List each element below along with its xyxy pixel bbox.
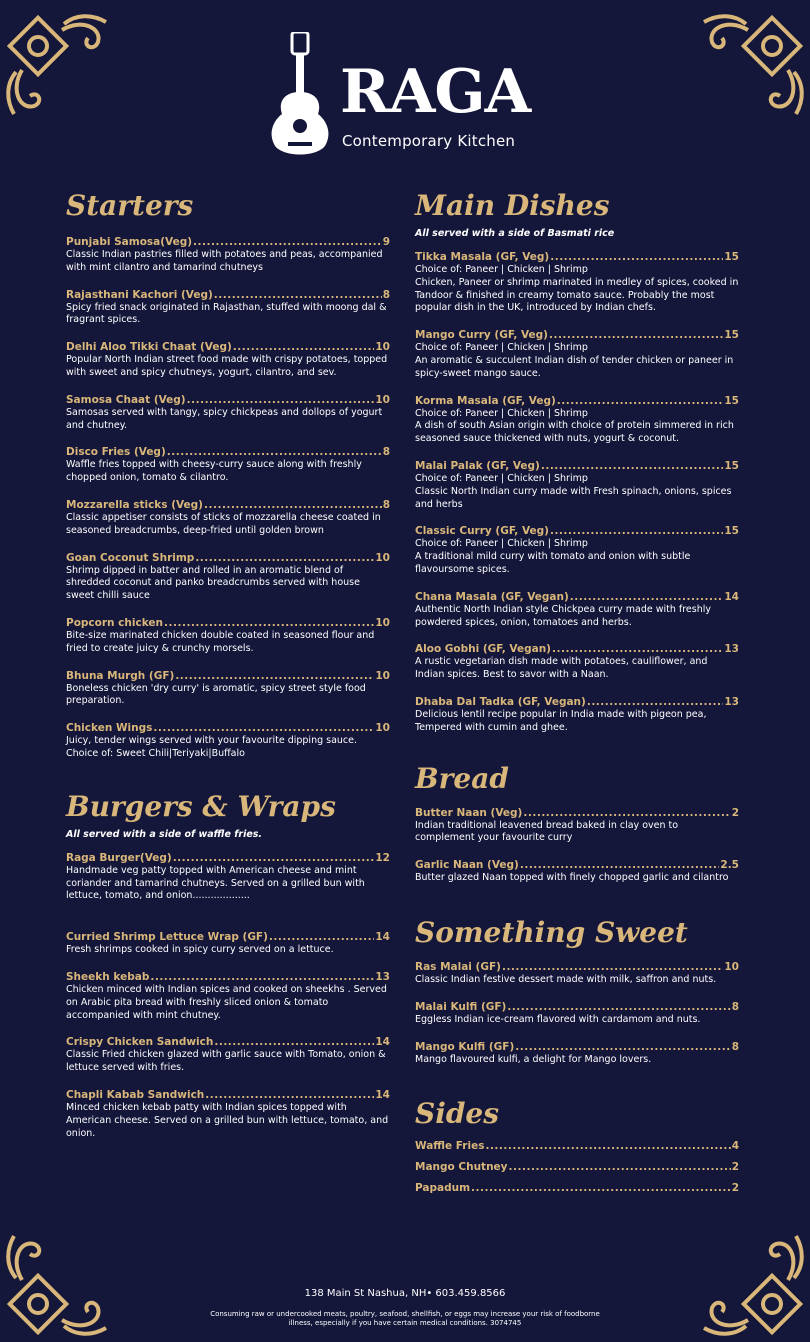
item-price: 8 [731, 1040, 739, 1053]
menu-item [415, 696, 739, 735]
ornament-icon [2, 10, 112, 120]
item-price: 2.5 [720, 859, 739, 872]
item-price: 15 [724, 251, 739, 263]
item-price: 14 [375, 931, 390, 944]
menu-item [66, 394, 390, 433]
item-price: 14 [375, 1088, 390, 1101]
item-desc: Indian traditional leavened bread baked in clay oven to complement your favourite curry [415, 819, 679, 844]
item-price: 15 [724, 525, 739, 538]
item-desc: An aromatic & succulent Indian dish of tender chicken or paneer in spicy-sweet mango sauce. [415, 354, 734, 379]
item-name: Delhi Aloo Tikki Chaat (Veg) [66, 341, 232, 354]
section-note-burgers: All served with a side of waffle fries. [66, 828, 263, 840]
item-name: Waffle Fries [415, 1140, 485, 1153]
menu-item [415, 395, 739, 446]
menu-item [415, 1161, 739, 1174]
menu-item [66, 341, 390, 380]
item-price: 8 [382, 288, 390, 301]
menu-item [415, 807, 739, 846]
item-price: 10 [724, 960, 739, 973]
menu-item [66, 670, 390, 709]
item-name: Mango Chutney [415, 1161, 508, 1174]
item-name: Classic Curry (GF, Veg) [415, 525, 549, 538]
item-desc: Spicy fried snack originated in Rajasthan, stuffed with moong dal & fragrant spices. [66, 301, 387, 326]
item-price: 10 [375, 341, 390, 354]
item-name: Rajasthani Kachori (Veg) [66, 288, 213, 301]
item-choice: Choice of: Sweet Chili|Teriyaki|Buffalo [66, 747, 245, 759]
item-price: 10 [375, 722, 390, 735]
menu-item [415, 460, 739, 511]
menu-item [66, 499, 390, 538]
item-name: Punjabi Samosa(Veg) [66, 236, 193, 248]
item-desc: Classic Fried chicken glazed with garlic sauce with Tomato, onion & lettuce served with fries. [66, 1049, 386, 1074]
item-price: 8 [731, 1000, 739, 1013]
brand-name: RAGA [340, 57, 531, 127]
item-name: Mango Kulfi (GF) [415, 1040, 515, 1053]
item-price: 9 [382, 236, 390, 248]
corner-ornament-bottom-right [698, 1230, 808, 1340]
menu-item [66, 446, 390, 485]
item-desc: Classic Indian festive dessert made with milk, saffron and nuts. [415, 973, 717, 985]
item-name: Ras Malai (GF) [415, 960, 501, 973]
ornament-icon [698, 10, 808, 120]
menu-item [415, 251, 739, 315]
corner-ornament-top-left [2, 10, 112, 120]
ornament-icon [698, 1230, 808, 1340]
menu-item [66, 1089, 390, 1140]
section-title-main: Main Dishes [415, 189, 610, 222]
item-desc: Boneless chicken 'dry curry' is aromatic, spicy street style food preparation. [66, 682, 366, 707]
menu-item [415, 643, 739, 682]
menu-item [415, 961, 739, 987]
menu-item [415, 591, 739, 630]
item-desc: A traditional mild curry with tomato and onion with subtle flavoursome spices. [415, 551, 691, 575]
item-name: Malai Palak (GF, Veg) [415, 459, 540, 472]
item-choice: Choice of: Paneer | Chicken | Shrimp [415, 342, 588, 354]
item-price: 14 [724, 590, 739, 603]
item-name: Raga Burger(Veg) [66, 851, 172, 864]
item-desc: Chicken, Paneer or shrimp marinated in medley of spices, cooked in Tandoor & finished in creamy tomato sauce. Probably the most popular dish in the UK, introduced by Indian chefs. [415, 276, 739, 314]
menu-item [66, 971, 390, 1022]
item-price: 2 [731, 1182, 739, 1195]
item-price: 8 [382, 446, 390, 459]
item-name: Chana Masala (GF, Vegan) [415, 590, 569, 603]
menu-item [66, 931, 390, 957]
item-name: Disco Fries (Veg) [66, 446, 166, 459]
item-price: 2 [731, 806, 739, 819]
item-choice: Choice of: Paneer | Chicken | Shrimp [415, 472, 588, 484]
item-price: 4 [731, 1140, 739, 1153]
item-name: Sheekh kebab [66, 970, 150, 983]
item-name: Aloo Gobhi (GF, Vegan) [415, 643, 551, 656]
item-name: Chapli Kabab Sandwich [66, 1088, 205, 1101]
brand-tagline: Contemporary Kitchen [342, 132, 516, 150]
menu-item [415, 859, 739, 885]
section-title-bread: Bread [415, 761, 509, 795]
item-desc: Popular North Indian street food made with crispy potatoes, topped with sweet and spicy chutneys, yogurt, cilantro, and sev. [66, 354, 388, 378]
menu-item [66, 236, 390, 275]
menu-item [415, 1001, 739, 1027]
item-desc: Waffle fries topped with cheesy-curry sauce along with freshly chopped onion, tomato & cilantro. [66, 459, 362, 484]
item-price: 10 [375, 669, 390, 682]
menu-item [415, 525, 739, 576]
item-name: Garlic Naan (Veg) [415, 859, 519, 872]
item-desc: Classic North Indian curry made with Fresh spinach, onions, spices and herbs [415, 485, 732, 510]
menu-item [66, 552, 390, 603]
section-title-burgers: Burgers & Wraps [66, 789, 336, 823]
item-desc: Bite-size marinated chicken double coated in seasoned flour and fried to create juicy & crunchy morsels. [66, 629, 375, 654]
item-name: Mango Curry (GF, Veg) [415, 329, 548, 342]
item-desc: Shrimp dipped in batter and rolled in an aromatic blend of shredded coconut and panko breadcrumbs served with house sweet chilli sauce [66, 564, 360, 602]
brand-logo [268, 32, 548, 160]
item-name: Chicken Wings [66, 722, 153, 735]
left-column [66, 188, 390, 1154]
item-desc: Samosas served with tangy, spicy chickpeas and dollops of yogurt and chutney. [66, 406, 383, 431]
menu-item [415, 1140, 739, 1153]
item-name: Curried Shrimp Lettuce Wrap (GF) [66, 931, 268, 944]
ornament-icon [2, 1230, 112, 1340]
item-price: 13 [375, 970, 390, 983]
item-desc: Minced chicken kebab patty with Indian spices topped with American cheese. Served on a grilled bun with lettuce, tomato, and onion. [66, 1101, 389, 1139]
section-title-sweet: Something Sweet [415, 915, 688, 949]
item-price: 15 [724, 329, 739, 342]
item-price: 14 [375, 1036, 390, 1049]
item-desc: Butter glazed Naan topped with finely chopped garlic and cilantro [415, 872, 729, 884]
section-note-main: All served with a side of Basmati rice [415, 228, 615, 239]
item-price: 10 [375, 393, 390, 406]
item-name: Samosa Chaat (Veg) [66, 393, 186, 406]
item-desc: Classic Indian pastries filled with potatoes and peas, accompanied with mint cilantro and tamarind chutneys [66, 249, 383, 273]
footer-address: 138 Main St Nashua, NH• 603.459.8566 [304, 1288, 506, 1299]
menu-item [415, 329, 739, 380]
item-desc: Juicy, tender wings served with your favourite dipping sauce. [66, 735, 358, 747]
item-name: Mozzarella sticks (Veg) [66, 498, 203, 511]
menu-item [66, 852, 390, 903]
right-column [415, 188, 739, 1203]
item-price: 10 [375, 551, 390, 564]
item-name: Goan Coconut Shrimp [66, 551, 195, 564]
menu-item [66, 1036, 390, 1075]
item-desc: Fresh shrimps cooked in spicy curry served on a lettuce. [66, 944, 334, 956]
corner-ornament-top-right [698, 10, 808, 120]
item-desc: Eggless Indian ice-cream flavored with cardamom and nuts. [415, 1013, 701, 1025]
item-name: Butter Naan (Veg) [415, 806, 523, 819]
item-price: 10 [375, 616, 390, 629]
menu-item [66, 617, 390, 656]
item-desc: Delicious lentil recipe popular in India made with pigeon pea, Tempered with cumin and ghee. [415, 708, 707, 733]
item-choice: Choice of: Paneer | Chicken | Shrimp [415, 264, 588, 275]
item-name: Papadum [415, 1182, 471, 1195]
item-desc: Authentic North Indian style Chickpea curry made with freshly powdered spices, onion, tomatoes and herbs. [415, 603, 712, 628]
item-name: Malai Kulfi (GF) [415, 1000, 507, 1013]
item-price: 12 [375, 851, 390, 864]
item-name: Popcorn chicken [66, 616, 163, 629]
item-price: 15 [724, 459, 739, 472]
item-desc: Chicken minced with Indian spices and cooked on sheekhs . Served on Arabic pita bread with freshly sliced onion & tomato accompanied with mint chutney. [66, 983, 387, 1021]
item-choice: Choice of: Paneer | Chicken | Shrimp [415, 407, 588, 419]
item-desc: Classic appetiser consists of sticks of mozzarella cheese coated in seasoned breadcrumbs, deep-fried until golden brown [66, 511, 381, 536]
section-title-sides: Sides [415, 1097, 500, 1131]
item-price: 13 [724, 695, 739, 708]
item-price: 8 [382, 498, 390, 511]
item-name: Tikka Masala (GF, Veg) [415, 251, 550, 263]
section-title-starters: Starters [66, 189, 194, 222]
menu-item [415, 1182, 739, 1195]
guitar-icon [268, 32, 338, 160]
item-price: 13 [724, 643, 739, 656]
corner-ornament-bottom-left [2, 1230, 112, 1340]
item-desc: Mango flavoured kulfi, a delight for Mango lovers. [415, 1053, 652, 1065]
menu-item [66, 289, 390, 328]
item-name: Korma Masala (GF, Veg) [415, 394, 556, 407]
item-desc: A dish of south Asian origin with choice of protein simmered in rich seasoned sauce thickened with nuts, yogurt & coconut. [415, 420, 734, 445]
item-desc: A rustic vegetarian dish made with potatoes, cauliflower, and Indian spices. Best to savor with a Naan. [415, 656, 708, 681]
item-name: Crispy Chicken Sandwich [66, 1036, 214, 1049]
item-desc: Handmade veg patty topped with American cheese and mint coriander and tamarind chutneys. Served on a grilled bun with lettuce, tomato, and onion................... [66, 864, 365, 902]
menu-item [66, 722, 390, 761]
item-price: 15 [724, 394, 739, 407]
menu-item [415, 1041, 739, 1067]
item-name: Bhuna Murgh (GF) [66, 669, 175, 682]
footer-disclaimer: Consuming raw or undercooked meats, poultry, seafood, shellfish, or eggs may increase your risk of foodborne illness, especially if you have certain medical conditions. 3074745 [210, 1310, 600, 1327]
item-price: 2 [731, 1161, 739, 1174]
item-name: Dhaba Dal Tadka (GF, Vegan) [415, 695, 586, 708]
item-choice: Choice of: Paneer | Chicken | Shrimp [415, 538, 588, 550]
